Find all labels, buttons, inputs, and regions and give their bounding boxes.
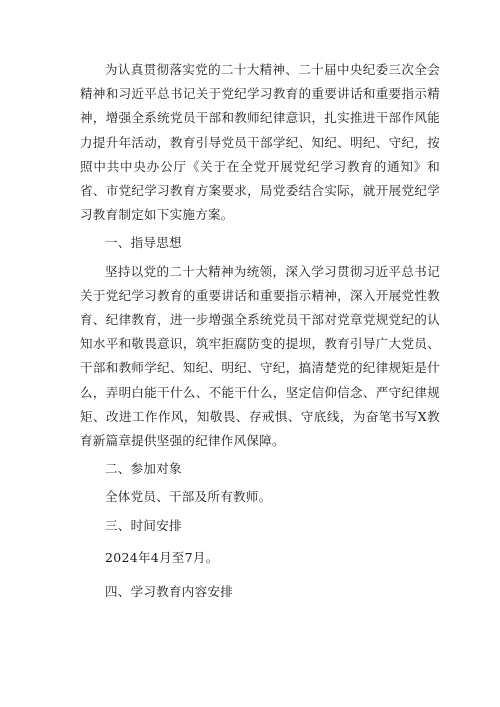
section-body-schedule: 2024年4月至7月。	[105, 549, 219, 565]
intro-paragraph: 为认真贯彻落实党的二十大精神、二十届中央纪委三次全会精神和习近平总书记关于党纪学习教育的重要讲话和重要指示精神，增强全系统党员干部和教师纪律意识，扎实推进干部作风能力提升年活动，教育引导党员干部学纪、知纪、明纪、守纪，按照中共中央办公厅《关于在全党开展党纪学习教育的通知》和省、市党纪学习教育方案要求，局党委结合实际，就开展党纪学习教育制定如下实施方案。	[80, 62, 440, 223]
section-heading-guiding-ideology: 一、指导思想	[105, 235, 182, 251]
section-heading-content-arrangement: 四、学习教育内容安排	[105, 584, 234, 600]
section-body-guiding-ideology: 坚持以党的二十大精神为统领，深入学习贯彻习近平总书记关于党纪学习教育的重要讲话和重要指示精神，深入开展党性教育、纪律教育，进一步增强全系统党员干部对党章党规党纪的认知水平和敬畏意识，筑牢拒腐防变的提坝，教育引导广大党员、干部和教师学纪、知纪、明纪、守纪，搞清楚党的纪律规矩是什么，弄明白能干什么、不能干什么，坚定信仰信念、严守纪律规矩、改进工作作风，知敬畏、存戒惧、守底线，为奋笔书写X教育新篇章提供坚强的纪律作风保障。	[80, 263, 440, 449]
section-heading-participants: 二、参加对象	[105, 461, 182, 477]
section-heading-schedule: 三、时间安排	[105, 517, 182, 533]
document-body	[80, 58, 440, 604]
section-body-participants: 全体党员、干部及所有教师。	[105, 489, 272, 505]
